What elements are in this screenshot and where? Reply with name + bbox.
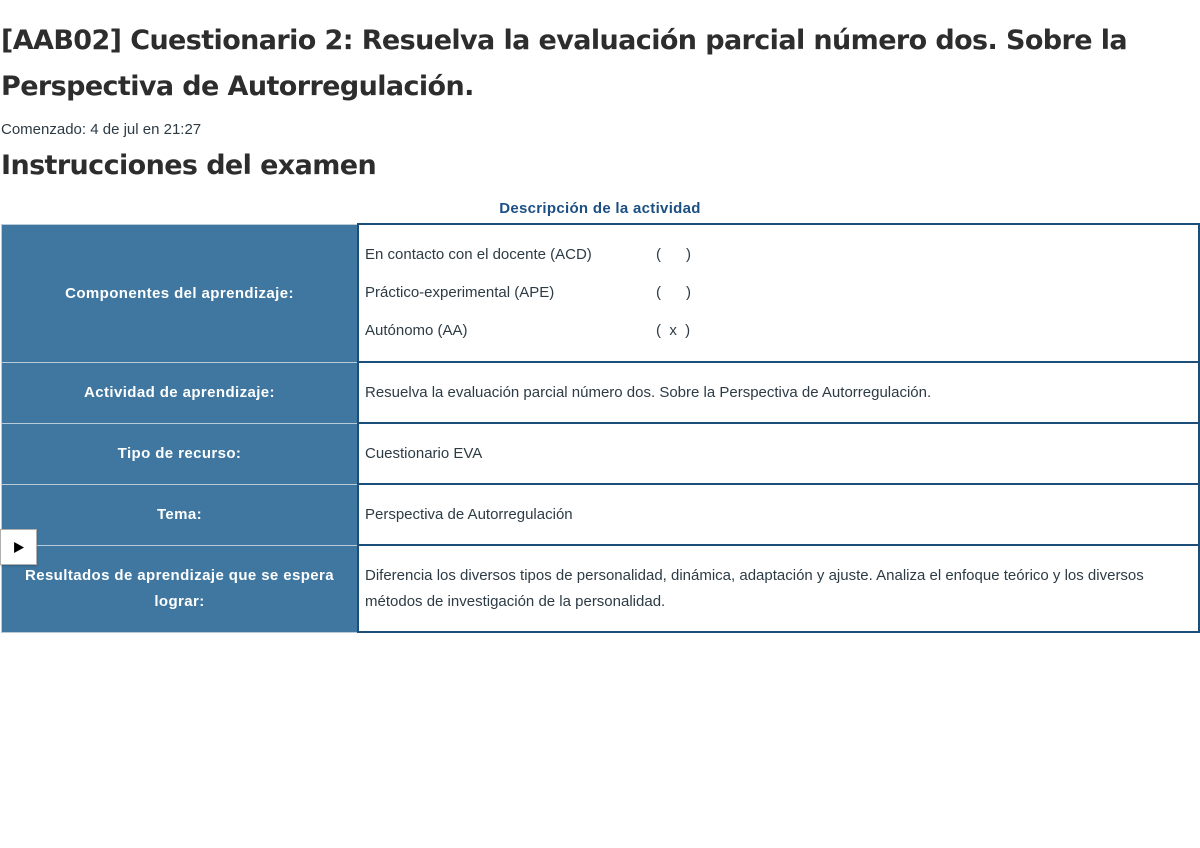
row-value: Perspectiva de Autorregulación xyxy=(358,484,1199,545)
play-icon xyxy=(13,542,24,553)
table-row xyxy=(2,362,1200,423)
row-value: Diferencia los diversos tipos de personalidad, dinámica, adaptación y ajuste. Analiza el enfoque teórico y los diversos métodos de investigación de la personalidad. xyxy=(358,545,1199,632)
component-mark: ( ) xyxy=(656,284,691,301)
row-label: Resultados de aprendizaje que se espera lograr: xyxy=(2,545,359,632)
table-caption: Descripción de la actividad xyxy=(499,200,701,217)
component-name: Autónomo (AA) xyxy=(365,322,468,339)
table-row xyxy=(2,484,1200,545)
page-title: [AAB02] Cuestionario 2: Resuelva la evaluación parcial número dos. Sobre la Perspectiva de Autorregulación. xyxy=(1,25,1127,102)
row-value: Resuelva la evaluación parcial número dos. Sobre la Perspectiva de Autorregulación. xyxy=(358,362,1199,423)
row-label: Tema: xyxy=(2,484,359,545)
components-cell xyxy=(358,224,1199,362)
component-line xyxy=(365,274,1198,312)
row-label: Componentes del aprendizaje: xyxy=(2,224,359,362)
table-row xyxy=(2,224,1200,362)
component-mark: ( ) xyxy=(656,246,691,263)
component-line xyxy=(365,236,1198,274)
started-timestamp: Comenzado: 4 de jul en 21:27 xyxy=(1,121,202,138)
row-label: Actividad de aprendizaje: xyxy=(2,362,359,423)
component-line xyxy=(365,312,1198,350)
component-name: En contacto con el docente (ACD) xyxy=(365,246,592,263)
table-row xyxy=(2,423,1200,484)
instructions-heading: Instrucciones del examen xyxy=(1,150,377,181)
row-label: Tipo de recurso: xyxy=(2,423,359,484)
row-value: Cuestionario EVA xyxy=(358,423,1199,484)
table-row xyxy=(2,545,1200,632)
play-button[interactable] xyxy=(0,529,37,565)
component-name: Práctico-experimental (APE) xyxy=(365,284,555,301)
activity-description-table xyxy=(1,223,1200,633)
component-mark: ( x ) xyxy=(656,322,691,339)
